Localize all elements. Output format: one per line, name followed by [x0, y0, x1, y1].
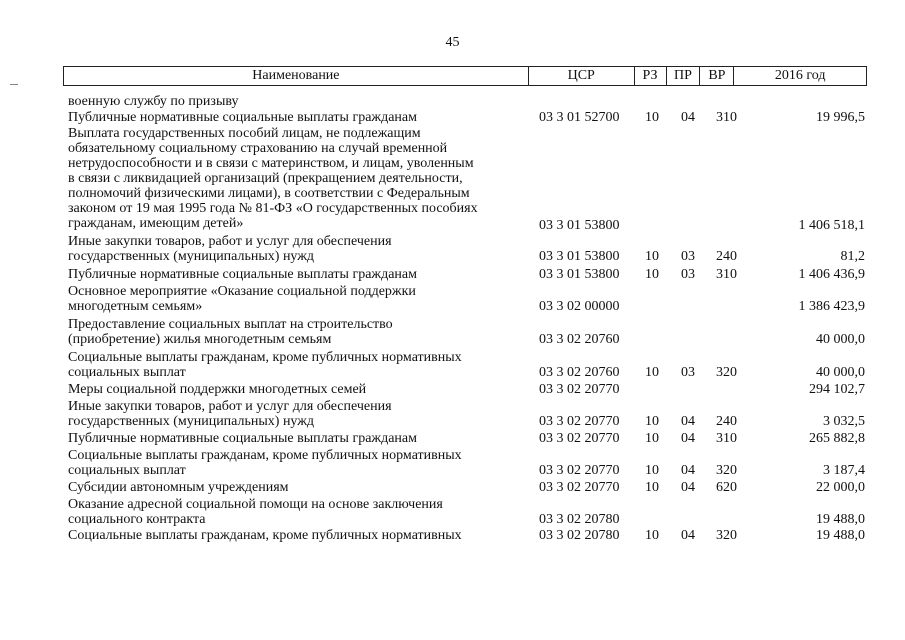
row-name-line: (приобретение) жилья многодетным семьям — [68, 331, 332, 347]
header-name: Наименование — [64, 67, 529, 85]
margin-mark — [10, 84, 18, 85]
row-name-line: Основное мероприятие «Оказание социальной поддержки — [68, 283, 416, 299]
row-rz: 10 — [645, 109, 659, 125]
header-rz: РЗ — [635, 67, 667, 85]
row-vr: 310 — [716, 109, 737, 125]
row-amount: 19 488,0 — [816, 528, 865, 544]
header-vr: ВР — [700, 67, 734, 85]
row-name-line: Меры социальной поддержки многодетных семей — [68, 381, 367, 397]
row-values — [0, 299, 905, 314]
row-name-line: социальных выплат — [68, 462, 186, 478]
page-number: 45 — [445, 35, 460, 50]
header-year: 2016 год — [774, 68, 826, 83]
row-name-line: полномочий физическими лицами), в соответствии с Федеральным — [68, 186, 470, 202]
row-csr: 03 3 01 53800 — [539, 267, 620, 283]
row-pr: 04 — [681, 479, 695, 495]
row-values — [0, 512, 905, 527]
row-name-line: государственных (муниципальных) нужд — [68, 414, 315, 430]
row-csr: 03 3 02 20780 — [539, 511, 620, 527]
row-amount: 3 032,5 — [823, 414, 865, 430]
row-name-line: Субсидии автономным учреждениям — [68, 479, 289, 495]
row-amount: 22 000,0 — [816, 479, 865, 495]
row-name-line: Предоставление социальных выплат на строительство — [68, 316, 393, 332]
row-values — [0, 414, 905, 429]
row-vr: 320 — [716, 463, 737, 479]
row-name-line: Публичные нормативные социальные выплаты гражданам — [68, 431, 417, 447]
row-csr: 03 3 02 20760 — [539, 331, 620, 347]
row-name-line: законом от 19 мая 1995 года № 81-ФЗ «О государственных пособиях — [68, 201, 478, 217]
row-csr: 03 3 02 20760 — [539, 364, 620, 380]
row-values — [0, 332, 905, 347]
row-values — [0, 94, 905, 109]
row-name-line: нетрудоспособности и в связи с материнством, и лицам, уволенным — [68, 156, 474, 172]
row-name-line: обязательному социальному страхованию на случай временной — [68, 141, 448, 157]
row-pr: 04 — [681, 463, 695, 479]
row-name-line: в связи с ликвидацией организаций (прекращением деятельности, — [68, 171, 463, 187]
row-pr: 03 — [681, 249, 695, 265]
row-pr: 03 — [681, 267, 695, 283]
row-amount: 1 406 436,9 — [798, 267, 865, 283]
row-rz: 10 — [645, 431, 659, 447]
row-csr: 03 3 01 53800 — [539, 249, 620, 265]
row-name-line: социальных выплат — [68, 364, 186, 380]
row-csr: 03 3 02 20770 — [539, 414, 620, 430]
row-vr: 310 — [716, 431, 737, 447]
row-amount: 40 000,0 — [816, 331, 865, 347]
row-vr: 240 — [716, 414, 737, 430]
row-amount: 19 488,0 — [816, 511, 865, 527]
row-amount: 1 406 518,1 — [798, 217, 865, 233]
row-name-line: Выплата государственных пособий лицам, не подлежащим — [68, 126, 421, 142]
row-name-line: Публичные нормативные социальные выплаты гражданам — [68, 109, 417, 125]
row-pr: 04 — [681, 109, 695, 125]
row-amount: 19 996,5 — [816, 109, 865, 125]
row-name-line: многодетным семьям» — [68, 298, 203, 314]
row-amount: 294 102,7 — [809, 381, 865, 397]
row-rz: 10 — [645, 364, 659, 380]
row-name-line: Социальные выплаты гражданам, кроме публичных нормативных — [68, 528, 462, 544]
row-rz: 10 — [645, 463, 659, 479]
row-pr: 04 — [681, 414, 695, 430]
row-rz: 10 — [645, 267, 659, 283]
row-name-line: Публичные нормативные социальные выплаты гражданам — [68, 267, 417, 283]
row-amount: 1 386 423,9 — [798, 299, 865, 315]
row-amount: 40 000,0 — [816, 364, 865, 380]
row-values — [0, 365, 905, 380]
row-pr: 03 — [681, 364, 695, 380]
row-csr: 03 3 02 20770 — [539, 479, 620, 495]
header-csr: ЦСР — [529, 67, 635, 85]
row-amount: 265 882,8 — [809, 431, 865, 447]
row-name-line: гражданам, имеющим детей» — [68, 216, 244, 232]
row-pr: 04 — [681, 528, 695, 544]
row-name-line: Социальные выплаты гражданам, кроме публичных нормативных — [68, 447, 462, 463]
row-amount: 81,2 — [840, 249, 865, 265]
row-csr: 03 3 02 20770 — [539, 463, 620, 479]
row-csr: 03 3 02 20770 — [539, 381, 620, 397]
row-values — [0, 110, 905, 125]
table-header — [63, 66, 867, 86]
row-name-line: Оказание адресной социальной помощи на основе заключения — [68, 496, 443, 512]
row-values — [0, 382, 905, 397]
row-vr: 320 — [716, 364, 737, 380]
row-name-line: социального контракта — [68, 511, 206, 527]
row-values — [0, 249, 905, 264]
row-values — [0, 431, 905, 446]
row-vr: 620 — [716, 479, 737, 495]
row-name-line: Социальные выплаты гражданам, кроме публичных нормативных — [68, 349, 462, 365]
row-csr: 03 3 01 52700 — [539, 109, 620, 125]
row-values — [0, 267, 905, 282]
row-csr: 03 3 02 20780 — [539, 528, 620, 544]
row-pr: 04 — [681, 431, 695, 447]
row-name — [68, 126, 528, 231]
row-amount: 3 187,4 — [823, 463, 865, 479]
row-rz: 10 — [645, 479, 659, 495]
row-rz: 10 — [645, 528, 659, 544]
row-name-line: Иные закупки товаров, работ и услуг для обеспечения — [68, 399, 392, 415]
row-values — [0, 480, 905, 495]
row-values — [0, 463, 905, 478]
row-rz: 10 — [645, 414, 659, 430]
row-vr: 310 — [716, 267, 737, 283]
row-csr: 03 3 01 53800 — [539, 217, 620, 233]
row-vr: 240 — [716, 249, 737, 265]
row-values — [0, 218, 905, 233]
row-csr: 03 3 02 00000 — [539, 299, 620, 315]
row-name-line: военную службу по призыву — [68, 94, 239, 109]
row-csr: 03 3 02 20770 — [539, 431, 620, 447]
row-values — [0, 528, 905, 543]
row-name-line: государственных (муниципальных) нужд — [68, 249, 315, 265]
header-pr: ПР — [667, 67, 701, 85]
row-vr: 320 — [716, 528, 737, 544]
row-name-line: Иные закупки товаров, работ и услуг для обеспечения — [68, 234, 392, 250]
row-rz: 10 — [645, 249, 659, 265]
